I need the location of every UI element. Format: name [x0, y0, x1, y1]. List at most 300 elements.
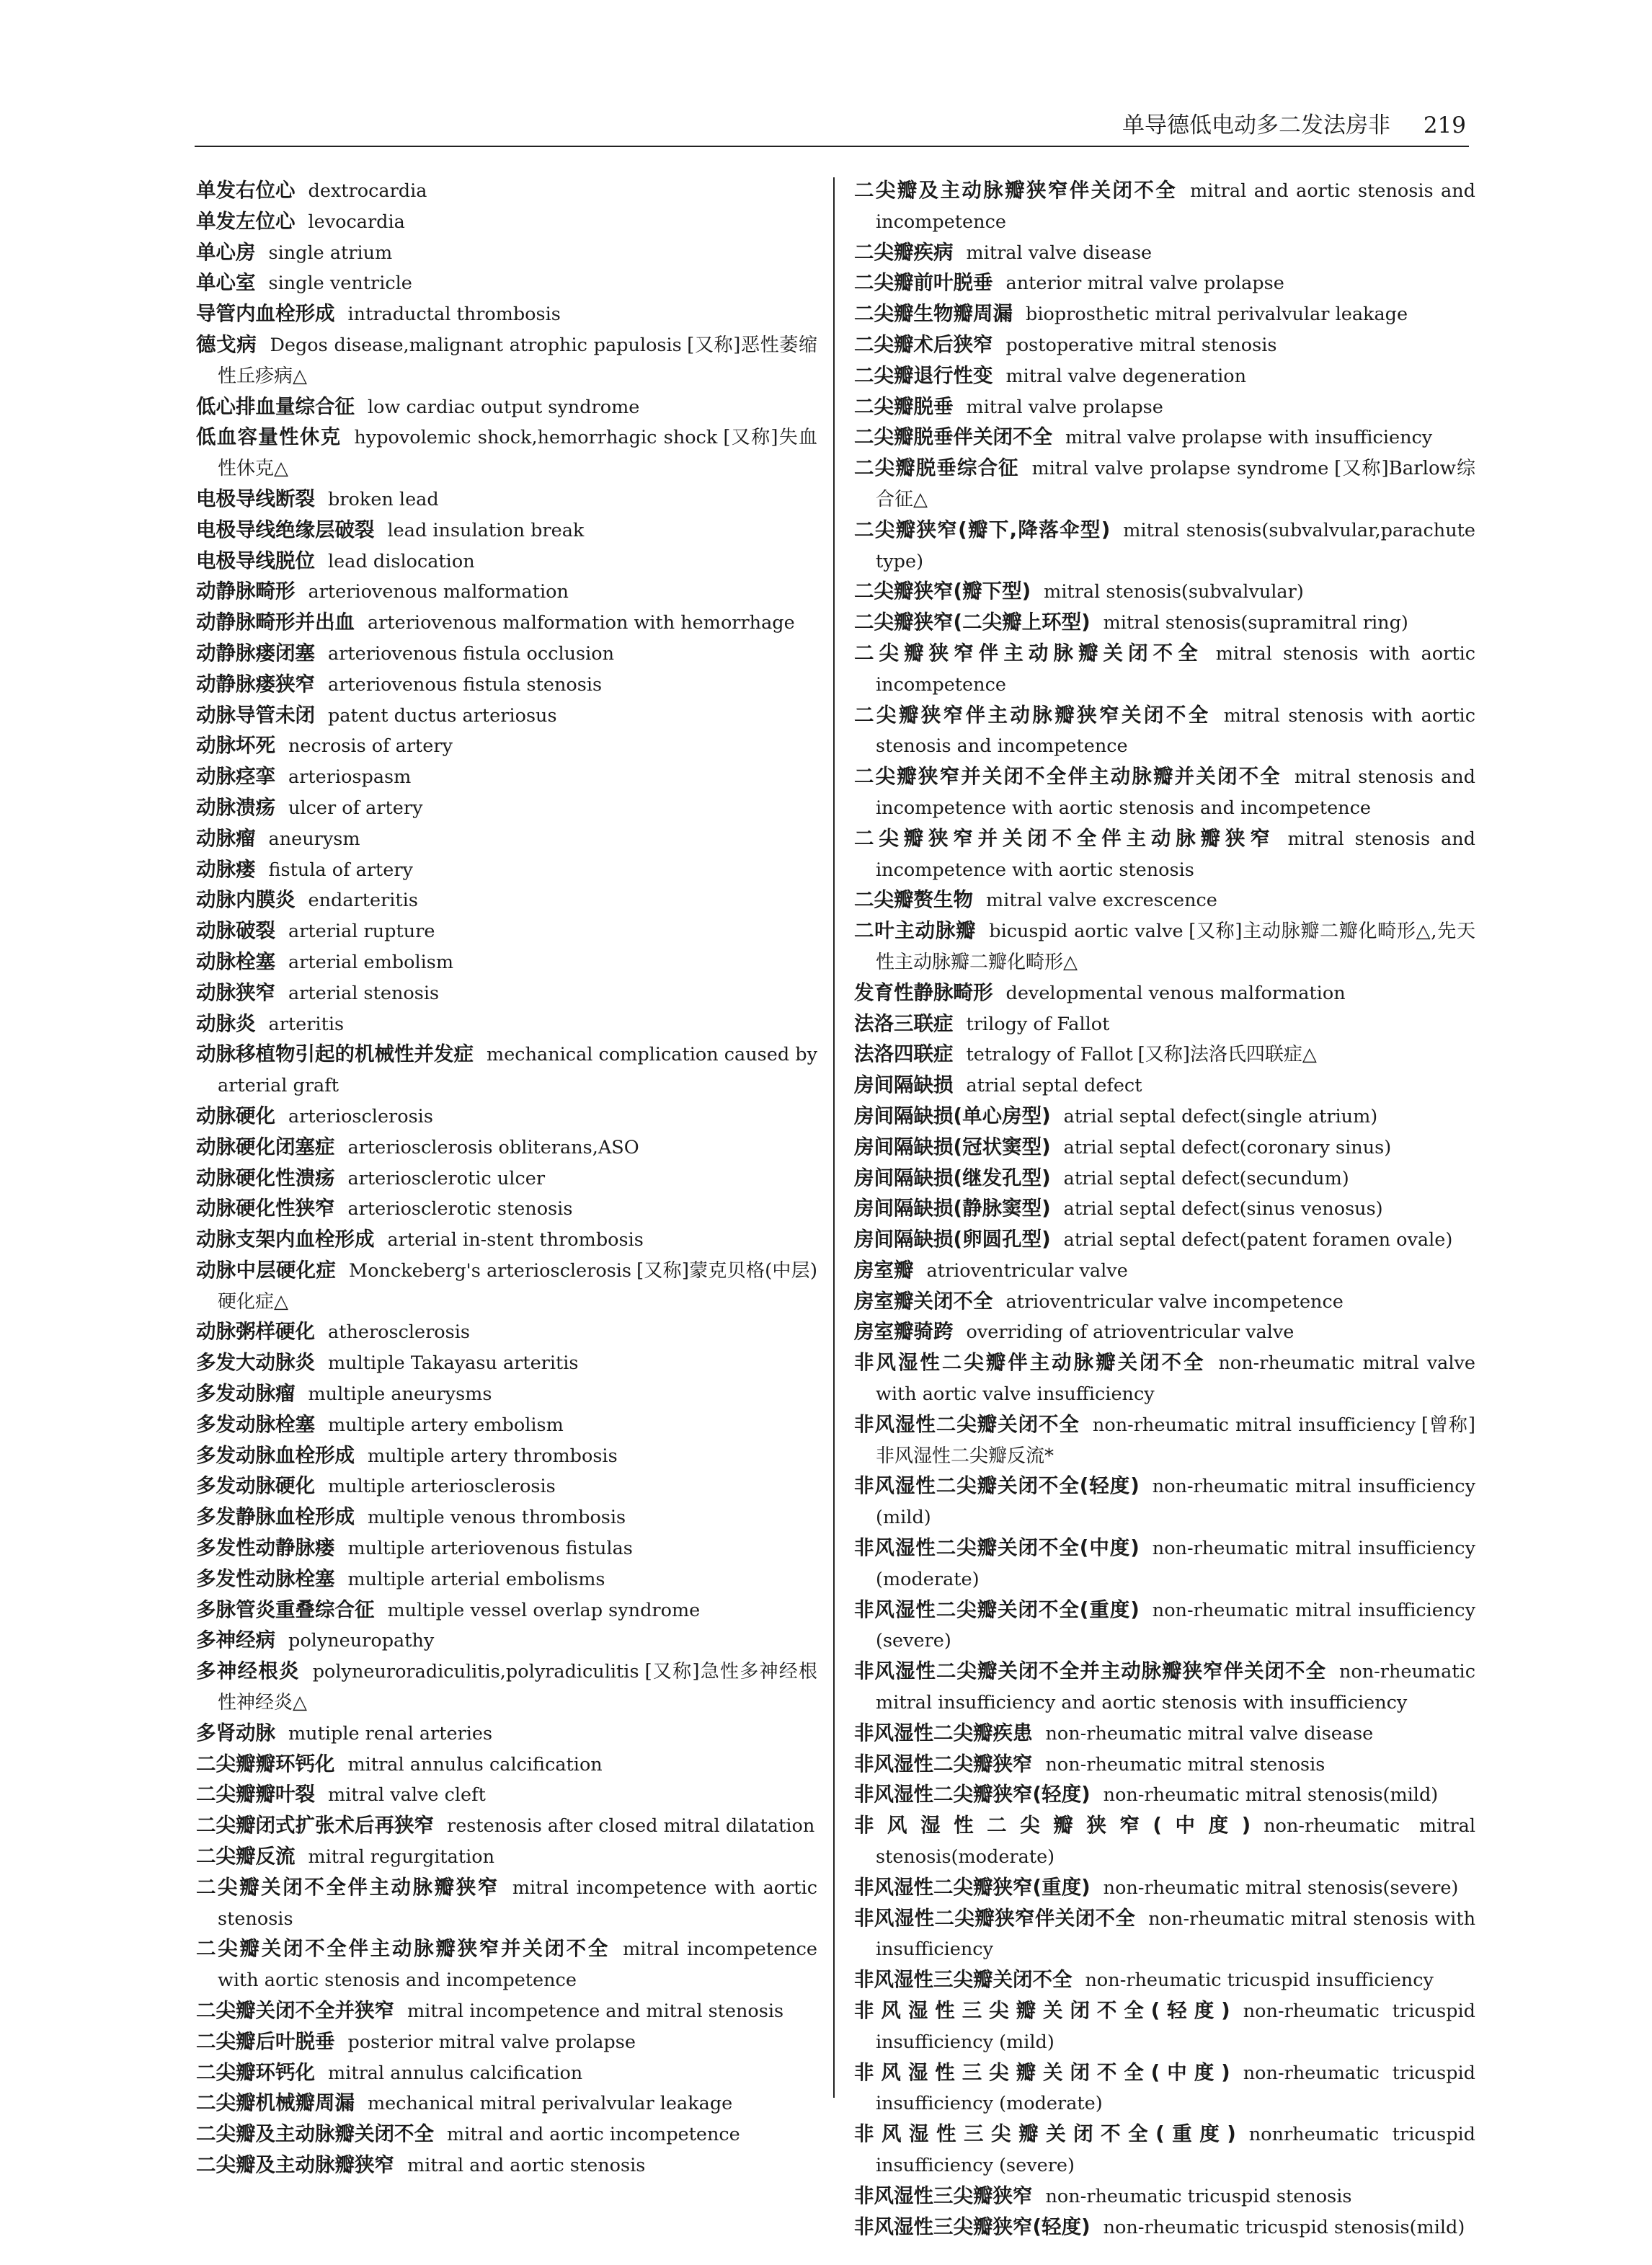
term-english: multiple venous thrombosis: [368, 1507, 626, 1529]
glossary-entry: [196, 268, 817, 299]
glossary-entry: [854, 1965, 1475, 1996]
term-chinese: 二尖瓣后叶脱垂: [196, 2029, 335, 2053]
glossary-entry: [196, 1225, 817, 1256]
term-english: mitral stenosis with aortic stenosis and incompetence: [876, 704, 1475, 758]
term-chinese: 多肾动脉: [196, 1721, 275, 1745]
term-chinese: 非风湿性二尖瓣关闭不全(重度): [854, 1597, 1140, 1621]
term-chinese: 二尖瓣狭窄并关闭不全伴主动脉瓣狭窄: [854, 826, 1275, 850]
term-english: non-rheumatic mitral valve disease: [1045, 1722, 1374, 1745]
glossary-entry: [854, 422, 1475, 453]
term-english: bioprosthetic mitral perivalvular leakage: [1026, 303, 1408, 326]
glossary-entry: [196, 670, 817, 701]
term-chinese: 二叶主动脉瓣: [854, 919, 977, 943]
glossary-entry: [854, 1410, 1475, 1472]
term-chinese: 房间隔缺损(冠状窦型): [854, 1135, 1051, 1158]
term-alias: [又称]失血性休克△: [218, 427, 818, 480]
term-chinese: 房间隔缺损(卵圆孔型): [854, 1228, 1051, 1251]
glossary-entry: [196, 515, 817, 546]
term-english: developmental venous malformation: [1005, 982, 1346, 1004]
glossary-entry: [854, 608, 1475, 639]
glossary-entry: [196, 639, 817, 670]
term-chinese: 房间隔缺损(静脉窦型): [854, 1197, 1051, 1220]
term-english: atrial septal defect: [966, 1075, 1142, 1097]
glossary-entry: [854, 1287, 1475, 1318]
term-chinese: 二尖瓣关闭不全伴主动脉瓣狭窄并关闭不全: [196, 1937, 610, 1961]
term-chinese: 二尖瓣瓣叶裂: [196, 1783, 315, 1807]
term-chinese: 非风湿性二尖瓣狭窄(轻度): [854, 1783, 1091, 1807]
term-chinese: 单发右位心: [196, 179, 296, 202]
glossary-entry: [196, 701, 817, 732]
term-chinese: 电极导线绝缘层破裂: [196, 518, 375, 541]
term-english: multiple vessel overlap syndrome: [387, 1599, 701, 1621]
term-chinese: 多发动脉硬化: [196, 1474, 315, 1498]
glossary-entry: [854, 515, 1475, 577]
glossary-entry: [196, 762, 817, 793]
term-english: mitral valve prolapse syndrome: [1031, 458, 1329, 480]
term-english: arterial embolism: [288, 951, 454, 973]
term-chinese: 非风湿性二尖瓣关闭不全(中度): [854, 1536, 1140, 1560]
term-chinese: 非风湿性三尖瓣关闭不全(轻度): [854, 1999, 1230, 2023]
glossary-entry: [196, 1194, 817, 1225]
glossary-entry: [854, 1225, 1475, 1256]
term-chinese: 动脉坏死: [196, 734, 275, 758]
term-english: mitral stenosis(supramitral ring): [1103, 612, 1408, 634]
glossary-entry: [196, 422, 817, 484]
glossary-entry: [196, 392, 817, 423]
term-chinese: 二尖瓣疾病: [854, 240, 954, 264]
term-english: atrioventricular valve: [926, 1259, 1128, 1282]
term-english: mechanical mitral perivalvular leakage: [368, 2093, 733, 2115]
term-chinese: 动脉内膜炎: [196, 888, 296, 912]
term-chinese: 非风湿性二尖瓣狭窄(重度): [854, 1875, 1091, 1899]
glossary-entry: [196, 947, 817, 978]
term-english: Degos disease,malignant atrophic papulosis: [270, 334, 682, 356]
term-chinese: 法洛三联症: [854, 1011, 954, 1035]
term-chinese: 非风湿性二尖瓣关闭不全: [854, 1412, 1080, 1436]
term-english: low cardiac output syndrome: [368, 396, 640, 418]
term-chinese: 二尖瓣脱垂伴关闭不全: [854, 425, 1052, 449]
term-chinese: 房间隔缺损(单心房型): [854, 1104, 1051, 1127]
term-alias: [又称]法洛氏四联症△: [1137, 1044, 1317, 1066]
term-english: single ventricle: [268, 272, 412, 295]
glossary-entry: [196, 978, 817, 1009]
glossary-entry: [196, 2058, 817, 2089]
term-english: non-rheumatic mitral insufficiency (mild): [876, 1476, 1475, 1529]
term-chinese: 二尖瓣及主动脉瓣关闭不全: [196, 2122, 434, 2146]
term-english: polyneuropathy: [288, 1630, 435, 1652]
term-english: mitral valve excrescence: [986, 890, 1217, 912]
term-chinese: 单心房: [196, 240, 256, 264]
term-english: arteritis: [268, 1013, 345, 1035]
term-english: arteriosclerotic stenosis: [347, 1198, 573, 1220]
term-english: mitral incompetence with aortic stenosis: [218, 1876, 817, 1930]
term-chinese: 二尖瓣关闭不全并狭窄: [196, 1999, 394, 2023]
glossary-entry: [854, 701, 1475, 763]
glossary-entry: [854, 176, 1475, 238]
term-alias: [又称]急性多神经根性神经炎△: [218, 1661, 818, 1714]
glossary-entry: [854, 1595, 1475, 1657]
glossary-entry: [196, 1657, 817, 1719]
term-english: mechanical complication caused by arterial graft: [218, 1044, 817, 1097]
glossary-entry: [196, 1595, 817, 1626]
term-chinese: 非风湿性二尖瓣狭窄(中度): [854, 1814, 1251, 1838]
term-english: mitral annulus calcification: [328, 2062, 583, 2084]
glossary-entry: [854, 978, 1475, 1009]
term-chinese: 动静脉瘘狭窄: [196, 672, 315, 696]
glossary-entry: [196, 1502, 817, 1533]
term-chinese: 二尖瓣闭式扩张术后再狭窄: [196, 1814, 434, 1838]
glossary-entry: [854, 885, 1475, 916]
term-alias: [又称]蒙克贝格(中层)硬化症△: [218, 1259, 818, 1313]
glossary-entry: [196, 1564, 817, 1595]
glossary-entry: [196, 484, 817, 515]
glossary-entry: [854, 330, 1475, 361]
glossary-entry: [196, 793, 817, 824]
term-english: mitral and aortic stenosis: [407, 2155, 646, 2176]
left-column: [196, 176, 817, 2181]
term-english: atrioventricular valve incompetence: [1005, 1290, 1344, 1313]
term-english: multiple arteriosclerosis: [328, 1476, 556, 1498]
term-chinese: 非风湿性二尖瓣关闭不全并主动脉瓣狭窄伴关闭不全: [854, 1659, 1326, 1683]
term-english: atrial septal defect(sinus venosus): [1063, 1198, 1383, 1220]
term-chinese: 动脉中层硬化症: [196, 1258, 337, 1282]
glossary-entry: [854, 1471, 1475, 1533]
glossary-entry: [854, 453, 1475, 515]
term-chinese: 二尖瓣退行性变: [854, 363, 993, 387]
glossary-entry: [854, 1071, 1475, 1102]
glossary-entry: [854, 361, 1475, 392]
term-alias: [又称]恶性萎缩性丘疹病△: [218, 334, 818, 387]
term-chinese: 多发性动脉栓塞: [196, 1566, 335, 1590]
term-english: levocardia: [308, 210, 405, 233]
term-chinese: 动脉炎: [196, 1011, 256, 1035]
term-english: mitral stenosis and incompetence with aortic stenosis: [876, 828, 1476, 881]
term-chinese: 非风湿性二尖瓣伴主动脉瓣关闭不全: [854, 1351, 1206, 1375]
glossary-entry: [854, 299, 1475, 330]
glossary-entry: [196, 1750, 817, 1781]
term-chinese: 多发动脉栓塞: [196, 1412, 315, 1436]
term-chinese: 动脉狭窄: [196, 980, 275, 1004]
glossary-entry: [196, 916, 817, 947]
term-english: non-rheumatic tricuspid insufficiency (moderate): [876, 2062, 1475, 2115]
glossary-entry: [196, 1441, 817, 1472]
glossary-entry: [196, 855, 817, 886]
glossary-entry: [196, 731, 817, 762]
glossary-entry: [196, 299, 817, 330]
term-english: anterior mitral valve prolapse: [1005, 272, 1284, 295]
term-english: bicuspid aortic valve: [989, 921, 1184, 943]
glossary-entry: [854, 1873, 1475, 1904]
term-english: patent ductus arteriosus: [328, 704, 557, 727]
term-chinese: 动静脉瘘闭塞: [196, 641, 315, 665]
glossary-entry: [196, 1348, 817, 1379]
glossary-entry: [854, 392, 1475, 423]
term-chinese: 动静脉畸形并出血: [196, 611, 355, 634]
term-chinese: 房室瓣骑跨: [854, 1320, 954, 1344]
glossary-entry: [196, 176, 817, 207]
term-english: mitral valve disease: [966, 241, 1153, 264]
term-chinese: 二尖瓣生物瓣周漏: [854, 302, 1013, 326]
term-chinese: 二尖瓣关闭不全伴主动脉瓣狭窄: [196, 1875, 499, 1899]
term-chinese: 动脉硬化性溃疡: [196, 1166, 335, 1189]
term-chinese: 动脉导管未闭: [196, 703, 315, 727]
glossary-entry: [196, 1163, 817, 1194]
term-english: fistula of artery: [268, 859, 413, 881]
glossary-entry: [854, 1750, 1475, 1781]
term-english: atrial septal defect(single atrium): [1063, 1105, 1378, 1127]
term-chinese: 二尖瓣环钙化: [196, 2060, 315, 2084]
term-chinese: 房室瓣: [854, 1258, 914, 1282]
glossary-entry: [196, 330, 817, 392]
term-chinese: 动脉溃疡: [196, 795, 275, 819]
term-english: endarteritis: [308, 890, 418, 912]
term-english: posterior mitral valve prolapse: [347, 2031, 636, 2053]
term-english: non-rheumatic mitral insufficiency (severe): [876, 1599, 1475, 1652]
term-english: polyneuroradiculitis,polyradiculitis: [312, 1661, 639, 1683]
term-english: lead insulation break: [387, 519, 585, 541]
term-english: multiple artery embolism: [328, 1414, 564, 1436]
term-english: mitral stenosis and incompetence with aortic stenosis and incompetence: [876, 766, 1475, 819]
term-english: arteriovenous malformation: [308, 581, 569, 603]
term-english: trilogy of Fallot: [966, 1013, 1110, 1035]
term-english: mitral valve degeneration: [1005, 365, 1247, 387]
term-chinese: 动脉破裂: [196, 919, 275, 943]
term-english: mitral valve prolapse: [966, 396, 1163, 418]
glossary-entry: [196, 824, 817, 855]
term-english: mitral incompetence with aortic stenosis and incompetence: [218, 1938, 818, 1992]
term-english: non-rheumatic tricuspid insufficiency: [1085, 1969, 1434, 1992]
term-english: mitral regurgitation: [308, 1846, 495, 1869]
term-chinese: 二尖瓣狭窄伴主动脉瓣狭窄关闭不全: [854, 703, 1211, 727]
term-english: dextrocardia: [308, 180, 427, 202]
glossary-entry: [854, 1163, 1475, 1194]
glossary-entry: [196, 608, 817, 639]
term-english: multiple arterial embolisms: [347, 1568, 605, 1590]
term-english: non-rheumatic tricuspid stenosis: [1045, 2185, 1352, 2207]
term-english: restenosis after closed mitral dilatation: [447, 1815, 815, 1838]
term-english: atrial septal defect(secundum): [1063, 1167, 1349, 1189]
term-english: mitral incompetence and mitral stenosis: [407, 2000, 784, 2023]
glossary-entry: [196, 2119, 817, 2150]
term-english: non-rheumatic mitral stenosis: [1045, 1753, 1325, 1776]
glossary-entry: [854, 824, 1475, 886]
term-chinese: 多神经根炎: [196, 1659, 300, 1683]
term-chinese: 单发左位心: [196, 209, 296, 233]
term-chinese: 动静脉畸形: [196, 580, 296, 603]
term-english: mitral valve prolapse with insufficiency: [1065, 427, 1433, 449]
term-english: non-rheumatic mitral insufficiency (moderate): [876, 1538, 1475, 1590]
term-alias: [又称]Barlow综合征△: [876, 458, 1475, 510]
term-chinese: 二尖瓣狭窄并关闭不全伴主动脉瓣并关闭不全: [854, 765, 1282, 789]
glossary-entry: [854, 762, 1475, 824]
glossary-entry: [196, 1934, 817, 1996]
glossary-entry: [854, 1194, 1475, 1225]
term-chinese: 二尖瓣狭窄(瓣下,降落伞型): [854, 518, 1111, 541]
term-chinese: 二尖瓣脱垂综合征: [854, 456, 1019, 480]
glossary-entry: [196, 1040, 817, 1102]
glossary-entry: [196, 1009, 817, 1040]
term-chinese: 低心排血量综合征: [196, 394, 355, 418]
glossary-entry: [196, 546, 817, 577]
term-chinese: 非风湿性三尖瓣狭窄: [854, 2184, 1033, 2207]
term-chinese: 二尖瓣机械瓣周漏: [196, 2091, 355, 2115]
term-english: non-rheumatic mitral insufficiency: [1092, 1414, 1416, 1436]
glossary-entry: [196, 1811, 817, 1842]
term-chinese: 单心室: [196, 271, 256, 295]
term-english: ulcer of artery: [288, 797, 423, 819]
glossary-entry: [854, 577, 1475, 608]
glossary-entry: [854, 1009, 1475, 1040]
term-english: mitral and aortic stenosis and incompetence: [876, 180, 1475, 233]
term-chinese: 房间隔缺损(继发孔型): [854, 1166, 1051, 1189]
running-head: [1122, 107, 1466, 139]
term-chinese: 动脉瘤: [196, 826, 256, 850]
term-chinese: 德戈病: [196, 332, 257, 356]
term-english: atherosclerosis: [328, 1321, 470, 1344]
glossary-entry: [854, 2119, 1475, 2181]
term-english: atrial septal defect(patent foramen ovale): [1063, 1229, 1453, 1251]
term-alias: [曾称]非风湿性二尖瓣反流*: [876, 1414, 1476, 1467]
term-english: non-rheumatic mitral stenosis(mild): [1103, 1784, 1439, 1807]
term-chinese: 二尖瓣及主动脉瓣狭窄伴关闭不全: [854, 179, 1178, 202]
term-english: mitral stenosis(subvalvular): [1044, 581, 1304, 603]
term-chinese: 二尖瓣赘生物: [854, 888, 973, 912]
term-chinese: 非风湿性三尖瓣狭窄(轻度): [854, 2215, 1091, 2238]
glossary-entry: [854, 1256, 1475, 1287]
term-chinese: 二尖瓣反流: [196, 1845, 296, 1869]
term-chinese: 多神经病: [196, 1628, 275, 1652]
term-english: non-rheumatic tricuspid insufficiency (mild): [876, 2000, 1475, 2053]
glossary-entry: [854, 1996, 1475, 2058]
term-english: arterial rupture: [288, 921, 435, 943]
term-chinese: 二尖瓣前叶脱垂: [854, 271, 993, 295]
term-english: atrial septal defect(coronary sinus): [1063, 1136, 1392, 1158]
term-chinese: 房间隔缺损: [854, 1073, 954, 1097]
page-number: 219: [1423, 112, 1466, 138]
term-chinese: 动脉支架内血栓形成: [196, 1228, 375, 1251]
term-english: nonrheumatic tricuspid insufficiency (severe): [876, 2124, 1475, 2176]
glossary-entry: [854, 1904, 1475, 1966]
term-english: single atrium: [268, 241, 393, 264]
term-english: non-rheumatic mitral stenosis with insufficiency: [876, 1907, 1476, 1961]
term-chinese: 多脉管炎重叠综合征: [196, 1597, 375, 1621]
term-english: non-rheumatic mitral stenosis(severe): [1103, 1876, 1459, 1899]
glossary-entry: [196, 1842, 817, 1873]
term-alias: [又称]主动脉瓣二瓣化畸形△,先天性主动脉瓣二瓣化畸形△: [876, 921, 1475, 973]
term-chinese: 房室瓣关闭不全: [854, 1289, 993, 1313]
term-english: overriding of atrioventricular valve: [966, 1321, 1294, 1344]
glossary-entry: [196, 1410, 817, 1441]
term-chinese: 非风湿性三尖瓣关闭不全(重度): [854, 2122, 1236, 2146]
term-chinese: 动脉栓塞: [196, 949, 275, 973]
glossary-entry: [196, 2088, 817, 2119]
term-english: mitral stenosis(subvalvular,parachute type): [876, 519, 1475, 572]
term-english: mitral annulus calcification: [347, 1753, 603, 1776]
term-chinese: 发育性静脉畸形: [854, 980, 993, 1004]
glossary-entry: [854, 1132, 1475, 1163]
glossary-entry: [854, 1348, 1475, 1410]
glossary-entry: [854, 2058, 1475, 2120]
term-english: mitral stenosis with aortic incompetence: [876, 642, 1476, 696]
glossary-entry: [196, 207, 817, 238]
glossary-entry: [854, 1811, 1475, 1873]
glossary-entry: [854, 1533, 1475, 1595]
term-chinese: 动脉硬化闭塞症: [196, 1135, 335, 1158]
term-english: arteriosclerosis: [288, 1105, 433, 1127]
right-column: [854, 176, 1475, 2243]
glossary-entry: [854, 916, 1475, 978]
term-english: mitral valve cleft: [328, 1784, 486, 1807]
term-english: intraductal thrombosis: [347, 303, 561, 326]
header-rule: [195, 146, 1469, 147]
term-chinese: 二尖瓣及主动脉瓣狭窄: [196, 2153, 394, 2176]
term-english: arteriospasm: [288, 766, 412, 789]
glossary-entry: [196, 1132, 817, 1163]
term-english: non-rheumatic mitral stenosis(moderate): [876, 1815, 1475, 1869]
term-chinese: 非风湿性二尖瓣关闭不全(轻度): [854, 1474, 1140, 1498]
glossary-entry: [196, 238, 817, 269]
term-chinese: 非风湿性二尖瓣疾患: [854, 1721, 1033, 1745]
term-english: arteriovenous malformation with hemorrhage: [368, 612, 795, 634]
glossary-entry: [854, 2212, 1475, 2243]
term-chinese: 动脉硬化性狭窄: [196, 1197, 335, 1220]
term-chinese: 电极导线断裂: [196, 487, 315, 510]
term-chinese: 动脉硬化: [196, 1104, 275, 1127]
term-chinese: 二尖瓣脱垂: [854, 394, 954, 418]
term-english: arteriovenous fistula occlusion: [328, 642, 615, 665]
glossary-entry: [854, 268, 1475, 299]
term-english: multiple arteriovenous fistulas: [347, 1538, 633, 1560]
term-english: Monckeberg's arteriosclerosis: [349, 1259, 632, 1282]
term-chinese: 动脉移植物引起的机械性并发症: [196, 1042, 474, 1066]
glossary-entry: [196, 1780, 817, 1811]
term-chinese: 电极导线脱位: [196, 549, 315, 572]
term-english: arterial in-stent thrombosis: [387, 1229, 644, 1251]
glossary-entry: [196, 1102, 817, 1132]
term-english: non-rheumatic tricuspid stenosis(mild): [1103, 2216, 1465, 2238]
glossary-entry: [854, 1102, 1475, 1132]
term-chinese: 动脉粥样硬化: [196, 1320, 315, 1344]
term-chinese: 多发静脉血栓形成: [196, 1505, 355, 1529]
term-chinese: 二尖瓣狭窄(瓣下型): [854, 580, 1031, 603]
term-chinese: 导管内血栓形成: [196, 302, 335, 326]
term-english: non-rheumatic mitral valve with aortic valve insufficiency: [876, 1352, 1475, 1406]
term-chinese: 非风湿性三尖瓣关闭不全: [854, 1968, 1073, 1992]
glossary-entry: [196, 1471, 817, 1502]
glossary-entry: [196, 1626, 817, 1657]
term-english: multiple aneurysms: [308, 1383, 492, 1406]
term-english: lead dislocation: [328, 550, 475, 572]
glossary-entry: [854, 1780, 1475, 1811]
term-english: arteriovenous fistula stenosis: [328, 673, 603, 696]
glossary-entry: [196, 1533, 817, 1564]
term-chinese: 多发性动静脉瘘: [196, 1536, 335, 1560]
term-chinese: 动脉痉挛: [196, 765, 275, 789]
glossary-entry: [854, 238, 1475, 269]
glossary-entry: [196, 1719, 817, 1750]
term-chinese: 多发动脉瘤: [196, 1382, 296, 1406]
term-chinese: 二尖瓣狭窄(二尖瓣上环型): [854, 611, 1091, 634]
term-english: arteriosclerotic ulcer: [347, 1167, 546, 1189]
term-english: multiple artery thrombosis: [368, 1445, 618, 1467]
glossary-entry: [196, 577, 817, 608]
glossary-entry: [196, 1256, 817, 1318]
glossary-entry: [196, 1996, 817, 2027]
term-chinese: 法洛四联症: [854, 1042, 954, 1066]
term-english: postoperative mitral stenosis: [1005, 334, 1277, 356]
column-divider: [833, 177, 835, 2098]
glossary-entry: [854, 1040, 1475, 1071]
